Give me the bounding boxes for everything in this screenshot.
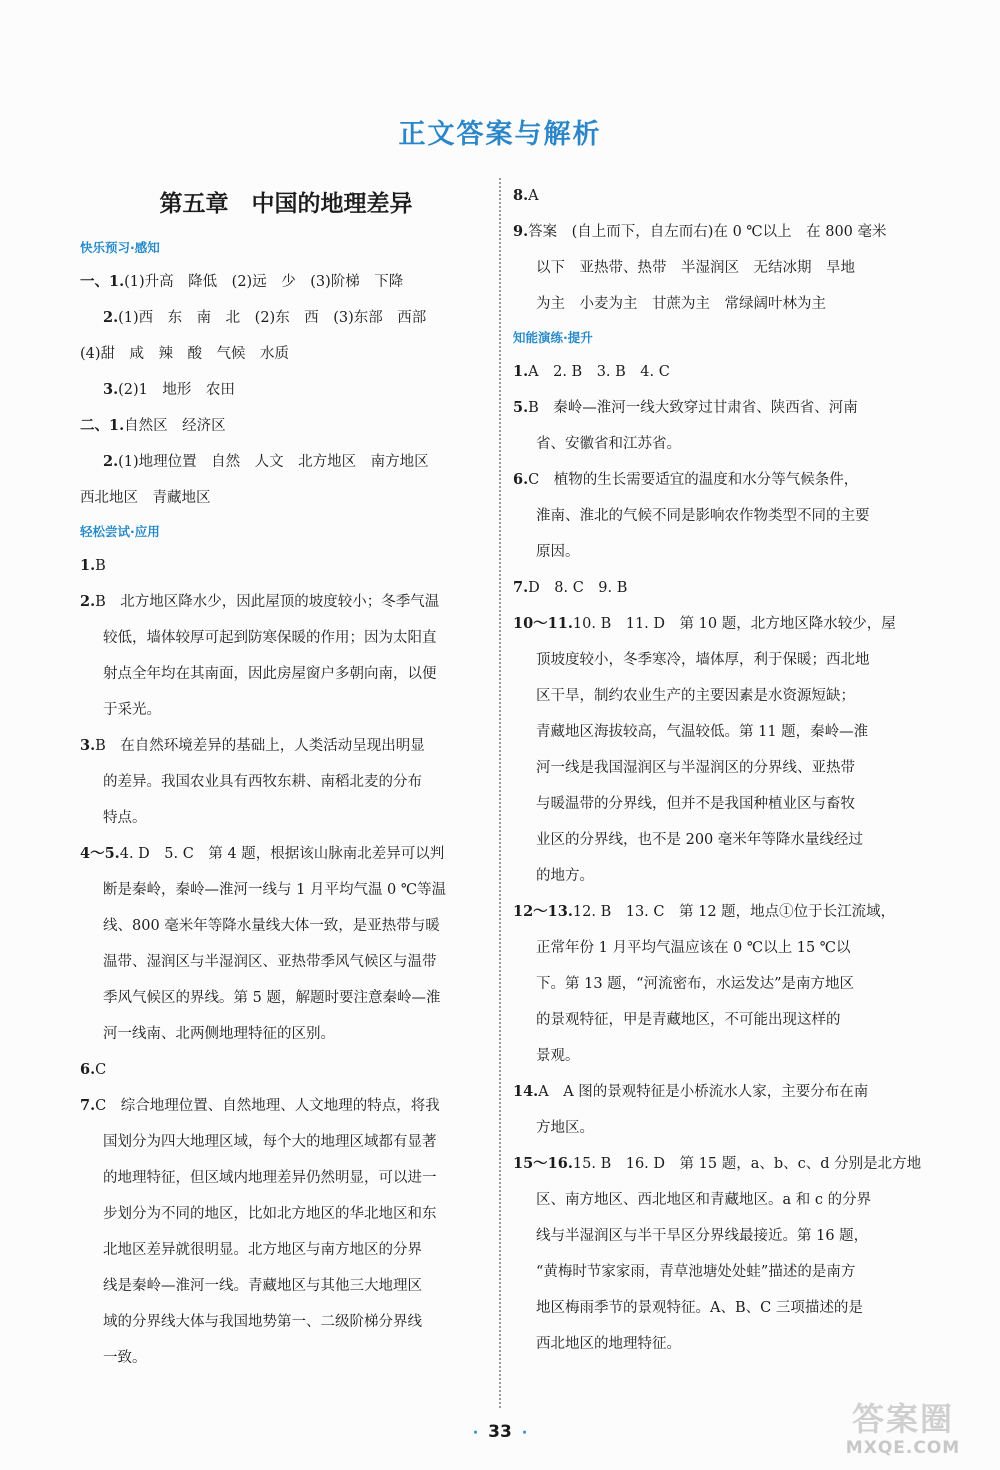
answer-text: (1)升高 降低 (2)远 少 (3)阶梯 下降 xyxy=(124,274,404,290)
page-number-value: 33 xyxy=(488,1422,512,1442)
answer-text: 的地方。 xyxy=(536,868,594,884)
section-heading: 快乐预习·感知 xyxy=(80,240,160,255)
answer-text: (2)1 地形 农田 xyxy=(118,382,235,398)
answer-text: 与暖温带的分界线，但并不是我国种植业区与畜牧 xyxy=(536,796,855,812)
answer-text: 射点全年均在其南面，因此房屋窗户多朝向南，以便 xyxy=(103,666,437,682)
answer-text: 一致。 xyxy=(103,1350,147,1366)
answer-text: 于采光。 xyxy=(103,702,161,718)
answer-text: 10. B 11. D 第 10 题，北方地区降水较少，屋 xyxy=(572,616,896,632)
answer-text: 区、南方地区、西北地区和青藏地区。a 和 c 的分界 xyxy=(536,1192,872,1208)
answer-text: 省、安徽省和江苏省。 xyxy=(536,436,681,452)
answer-line xyxy=(80,336,492,372)
answer-line xyxy=(513,858,931,894)
answer-text: 断是秦岭，秦岭—淮河一线与 1 月平均气温 0 ℃等温 xyxy=(103,882,447,898)
answer-item xyxy=(80,264,492,300)
answer-text: 方地区。 xyxy=(536,1120,594,1136)
answer-line xyxy=(513,1002,931,1038)
answer-item xyxy=(513,354,931,390)
answer-item xyxy=(80,584,492,620)
answer-number: 1. xyxy=(513,363,529,380)
answer-item xyxy=(513,390,931,426)
answer-text: 答案 (自上而下，自左而右)在 0 ℃以上 在 800 毫米 xyxy=(528,224,887,240)
answer-text: 河一线南、北两侧地理特征的区别。 xyxy=(103,1026,335,1042)
answer-line xyxy=(80,1340,492,1376)
right-column xyxy=(513,178,931,1362)
answer-number: 7. xyxy=(80,1097,96,1114)
answer-line xyxy=(513,1218,931,1254)
answer-text: 国划分为四大地理区域，每个大的地理区域都有显著 xyxy=(103,1134,437,1150)
answer-number: 一、1. xyxy=(80,273,125,290)
answer-item xyxy=(513,1146,931,1182)
answer-text: 地区梅雨季节的景观特征。A、B、C 三项描述的是 xyxy=(536,1300,863,1316)
answer-item xyxy=(513,570,931,606)
answer-number: 6. xyxy=(80,1061,96,1078)
answer-text: A 2. B 3. B 4. C xyxy=(528,364,670,380)
right-column-body xyxy=(513,178,931,1362)
answer-text: 以下 亚热带、热带 半湿润区 无结冰期 旱地 xyxy=(536,260,855,276)
answer-line xyxy=(513,930,931,966)
chapter-title: 第五章 中国的地理差异 xyxy=(159,191,413,217)
answer-text: C xyxy=(95,1062,107,1078)
answer-line xyxy=(80,1016,492,1052)
answer-line xyxy=(513,498,931,534)
answer-number: 10～11. xyxy=(513,615,573,632)
answer-line xyxy=(513,1110,931,1146)
answer-number: 8. xyxy=(513,187,529,204)
answer-text: 业区的分界线，也不是 200 毫米年等降水量线经过 xyxy=(536,832,863,848)
answer-line xyxy=(80,800,492,836)
answer-text: 为主 小麦为主 甘蔗为主 常绿阔叶林为主 xyxy=(536,296,826,312)
answer-text: 正常年份 1 月平均气温应该在 0 ℃以上 15 ℃以 xyxy=(536,940,851,956)
answer-text: 的景观特征，甲是青藏地区，不可能出现这样的 xyxy=(536,1012,841,1028)
left-column xyxy=(80,178,492,1376)
answer-number: 2. xyxy=(103,309,119,326)
answer-line xyxy=(513,642,931,678)
answer-text: 线是秦岭—淮河一线。青藏地区与其他三大地理区 xyxy=(103,1278,422,1294)
answer-item xyxy=(513,462,931,498)
answer-item xyxy=(80,836,492,872)
answer-text: 线、800 毫米年等降水量线大体一致，是亚热带与暖 xyxy=(103,918,440,934)
answer-line xyxy=(513,678,931,714)
answer-text: 较低，墙体较厚可起到防寒保暖的作用；因为太阳直 xyxy=(103,630,437,646)
answer-text: C 植物的生长需要适宜的温度和水分等气候条件， xyxy=(528,472,859,488)
answer-text: 温带、湿润区与半湿润区、亚热带季风气候区与温带 xyxy=(103,954,437,970)
page-dot-left: · xyxy=(472,1425,479,1441)
answer-line xyxy=(513,1290,931,1326)
answer-text: 西北地区 青藏地区 xyxy=(80,490,211,506)
answer-text: 下。第 13 题，“河流密布，水运发达”是南方地区 xyxy=(536,976,854,992)
answer-item xyxy=(513,894,931,930)
answer-text: 季风气候区的界线。第 5 题，解题时要注意秦岭—淮 xyxy=(103,990,441,1006)
answer-item xyxy=(513,606,931,642)
answer-line xyxy=(80,656,492,692)
answer-line xyxy=(80,1268,492,1304)
answer-text: 步划分为不同的地区，比如北方地区的华北地区和东 xyxy=(103,1206,437,1222)
answer-line xyxy=(80,1124,492,1160)
answer-item xyxy=(80,444,492,480)
answer-text: 的差异。我国农业具有西牧东耕、南稻北麦的分布 xyxy=(103,774,422,790)
answer-item xyxy=(80,300,492,336)
answer-line xyxy=(513,426,931,462)
answer-number: 15～16. xyxy=(513,1155,573,1172)
answer-number: 二、1. xyxy=(80,417,125,434)
answer-line xyxy=(80,1232,492,1268)
answer-text: 顶坡度较小，冬季寒冷，墙体厚，利于保暖；西北地 xyxy=(536,652,870,668)
answer-line xyxy=(513,750,931,786)
answer-text: 景观。 xyxy=(536,1048,580,1064)
answer-number: 12～13. xyxy=(513,903,573,920)
section-heading: 知能演练·提升 xyxy=(513,330,593,345)
answer-text: A A 图的景观特征是小桥流水人家，主要分布在南 xyxy=(538,1084,869,1100)
answer-text: 15. B 16. D 第 15 题，a、b、c、d 分别是北方地 xyxy=(572,1156,922,1172)
answer-line xyxy=(513,1254,931,1290)
answer-item xyxy=(80,372,492,408)
answer-item xyxy=(80,548,492,584)
answer-line xyxy=(80,1304,492,1340)
answer-number: 1. xyxy=(80,557,96,574)
answer-item xyxy=(513,178,931,214)
answer-line xyxy=(80,1160,492,1196)
answer-text: 区干旱，制约农业生产的主要因素是水资源短缺； xyxy=(536,688,855,704)
answer-text: B 北方地区降水少，因此屋顶的坡度较小；冬季气温 xyxy=(95,594,440,610)
answer-text: C 综合地理位置、自然地理、人文地理的特点，将我 xyxy=(95,1098,440,1114)
answer-line xyxy=(513,1182,931,1218)
answer-number: 5. xyxy=(513,399,529,416)
answer-item xyxy=(80,1052,492,1088)
answer-line xyxy=(80,944,492,980)
answer-text: A xyxy=(528,188,539,204)
answer-text: D 8. C 9. B xyxy=(528,580,628,596)
answer-number: 4～5. xyxy=(80,845,120,862)
answer-text: 原因。 xyxy=(536,544,580,560)
answer-line xyxy=(513,1326,931,1362)
answer-line xyxy=(513,714,931,750)
answer-text: B 在自然环境差异的基础上，人类活动呈现出明显 xyxy=(95,738,425,754)
answer-text: 淮南、淮北的气候不同是影响农作物类型不同的主要 xyxy=(536,508,870,524)
answer-line xyxy=(80,692,492,728)
answer-line xyxy=(513,534,931,570)
answer-line xyxy=(80,480,492,516)
page-dot-right: · xyxy=(521,1425,528,1441)
answer-item xyxy=(80,728,492,764)
answer-number: 7. xyxy=(513,579,529,596)
answer-line xyxy=(80,980,492,1016)
answer-text: 青藏地区海拔较高，气温较低。第 11 题，秦岭—淮 xyxy=(536,724,869,740)
column-divider xyxy=(499,178,501,1408)
answer-number: 6. xyxy=(513,471,529,488)
answer-line xyxy=(513,286,931,322)
answer-line xyxy=(513,250,931,286)
answer-item xyxy=(80,1088,492,1124)
answer-text: 4. D 5. C 第 4 题，根据该山脉南北差异可以判 xyxy=(119,846,445,862)
answer-number: 2. xyxy=(80,593,96,610)
watermark-url: MXQE.COM xyxy=(845,1438,961,1458)
answer-text: 12. B 13. C 第 12 题，地点①位于长江流域， xyxy=(572,904,896,920)
answer-number: 14. xyxy=(513,1083,539,1100)
answer-line xyxy=(80,908,492,944)
answer-text: 的地理特征，但区域内地理差异仍然明显，可以进一 xyxy=(103,1170,437,1186)
answer-text: (1)地理位置 自然 人文 北方地区 南方地区 xyxy=(118,454,429,470)
answer-text: B xyxy=(95,558,106,574)
answer-line xyxy=(513,786,931,822)
answer-text: 自然区 经济区 xyxy=(124,418,226,434)
watermark xyxy=(818,1400,988,1464)
answer-number: 3. xyxy=(103,381,119,398)
answer-text: (1)西 东 南 北 (2)东 西 (3)东部 西部 xyxy=(118,310,427,326)
answer-text: 线与半湿润区与半干旱区分界线最接近。第 16 题， xyxy=(536,1228,869,1244)
answer-item xyxy=(80,408,492,444)
answer-text: B 秦岭—淮河一线大致穿过甘肃省、陕西省、河南 xyxy=(528,400,858,416)
answer-item xyxy=(513,1074,931,1110)
answer-text: “黄梅时节家家雨，青草池塘处处蛙”描述的是南方 xyxy=(536,1264,856,1280)
answer-number: 3. xyxy=(80,737,96,754)
answer-text: 西北地区的地理特征。 xyxy=(536,1336,681,1352)
answer-number: 9. xyxy=(513,223,529,240)
answer-text: (4)甜 咸 辣 酸 气候 水质 xyxy=(80,346,290,362)
answer-line xyxy=(513,822,931,858)
answer-text: 北地区差异就很明显。北方地区与南方地区的分界 xyxy=(103,1242,422,1258)
answer-text: 域的分界线大体与我国地势第一、二级阶梯分界线 xyxy=(103,1314,422,1330)
answer-line xyxy=(80,764,492,800)
answer-item xyxy=(513,214,931,250)
answer-line xyxy=(80,872,492,908)
answer-line xyxy=(513,1038,931,1074)
answer-number: 2. xyxy=(103,453,119,470)
watermark-logo: 答案圈 xyxy=(851,1400,954,1438)
answer-text: 特点。 xyxy=(103,810,147,826)
answer-line xyxy=(80,620,492,656)
answer-line xyxy=(80,1196,492,1232)
answer-text: 河一线是我国湿润区与半湿润区的分界线、亚热带 xyxy=(536,760,855,776)
section-heading: 轻松尝试·应用 xyxy=(80,524,160,539)
page-title: 正文答案与解析 xyxy=(398,119,602,150)
left-column-body xyxy=(80,232,492,1376)
answer-line xyxy=(513,966,931,1002)
